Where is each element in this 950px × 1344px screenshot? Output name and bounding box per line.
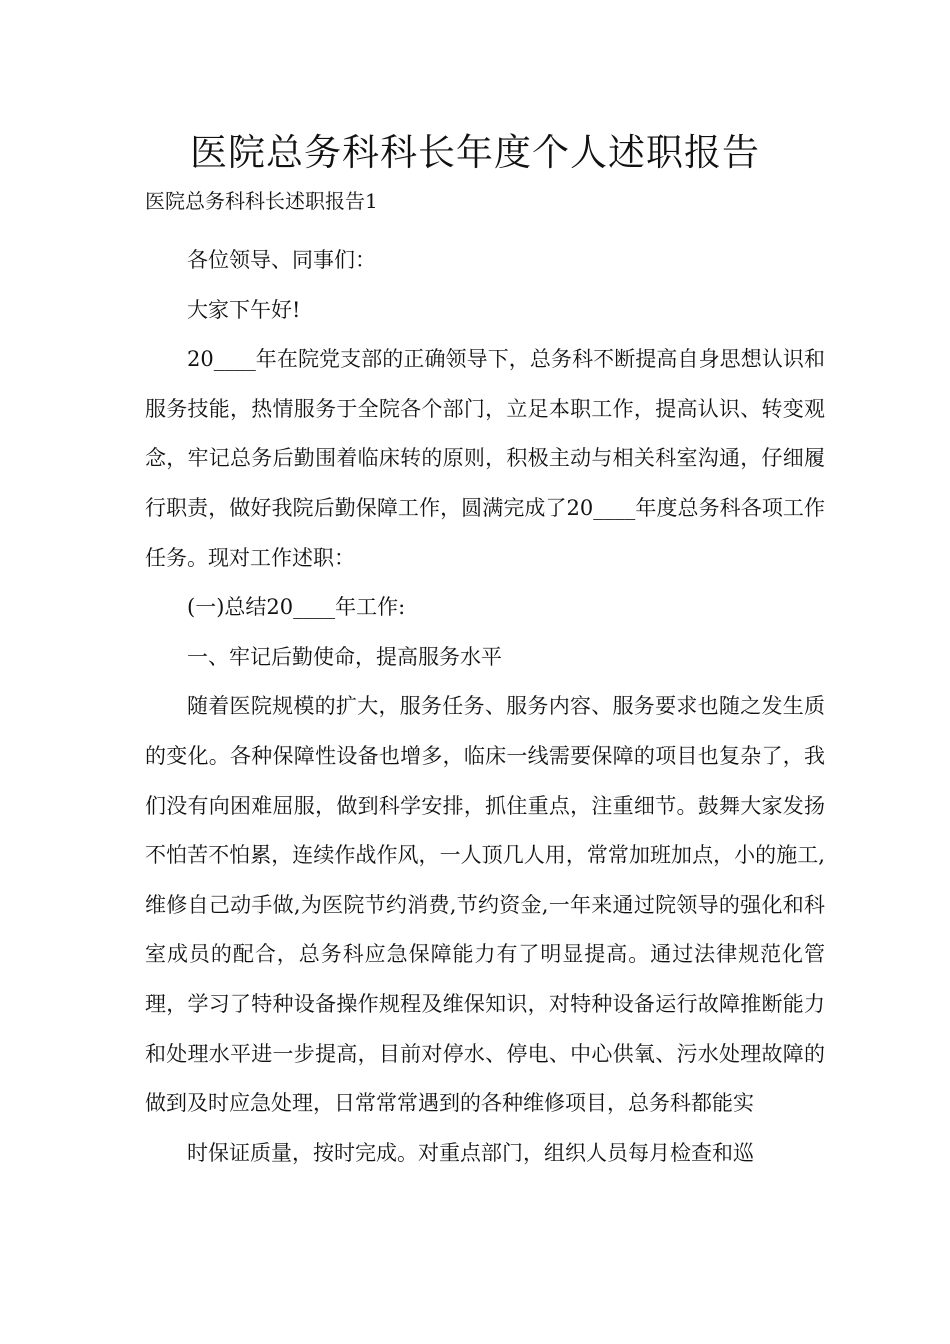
paragraph-subsection-heading: 一、牢记后勤使命，提高服务水平 bbox=[187, 644, 502, 669]
paragraph-greeting: 各位领导、同事们： bbox=[187, 248, 376, 272]
document-body bbox=[145, 236, 825, 1178]
paragraph-intro: 20____年在院党支部的正确领导下，总务科不断提高自身思想认识和服务技能，热情服务于全院各个部门，立足本职工作，提高认识、转变观念，牢记总务后勤围着临床转的原则，积极主动与相关科室沟通，仔细履行职责，做好我院后勤保障工作，圆满完成了20____年度总务科各项工作任务。现对工作述职： bbox=[145, 347, 825, 570]
document-subtitle: 医院总务科科长述职报告1 bbox=[145, 189, 378, 213]
document-title: 医院总务科科长年度个人述职报告 bbox=[190, 131, 760, 174]
paragraph-body-main: 随着医院规模的扩大，服务任务、服务内容、服务要求也随之发生质的变化。各种保障性设备也增多，临床一线需要保障的项目也复杂了，我们没有向困难屈服，做到科学安排，抓住重点，注重细节。鼓舞大家发扬不怕苦不怕累，连续作战作风，一人顶几人用，常常加班加点，小的施工,维修自己动手做,为医院节约消费,节约资金,一年来通过院领导的强化和科室成员的配合，总务科应急保障能力有了明显提高。通过法律规范化管理，学习了特种设备操作规程及维保知识，对特种设备运行故障推断能力和处理水平进一步提高，目前对停水、停电、中心供氧、污水处理故障的做到及时应急处理，日常常常遇到的各种维修项目，总务科都能实 bbox=[145, 694, 825, 1116]
paragraph-body-continued: 时保证质量，按时完成。对重点部门，组织人员每月检查和巡 bbox=[187, 1140, 754, 1165]
paragraph-salutation: 大家下午好! bbox=[187, 297, 301, 322]
paragraph-section-heading: (一)总结20____年工作: bbox=[187, 595, 406, 620]
